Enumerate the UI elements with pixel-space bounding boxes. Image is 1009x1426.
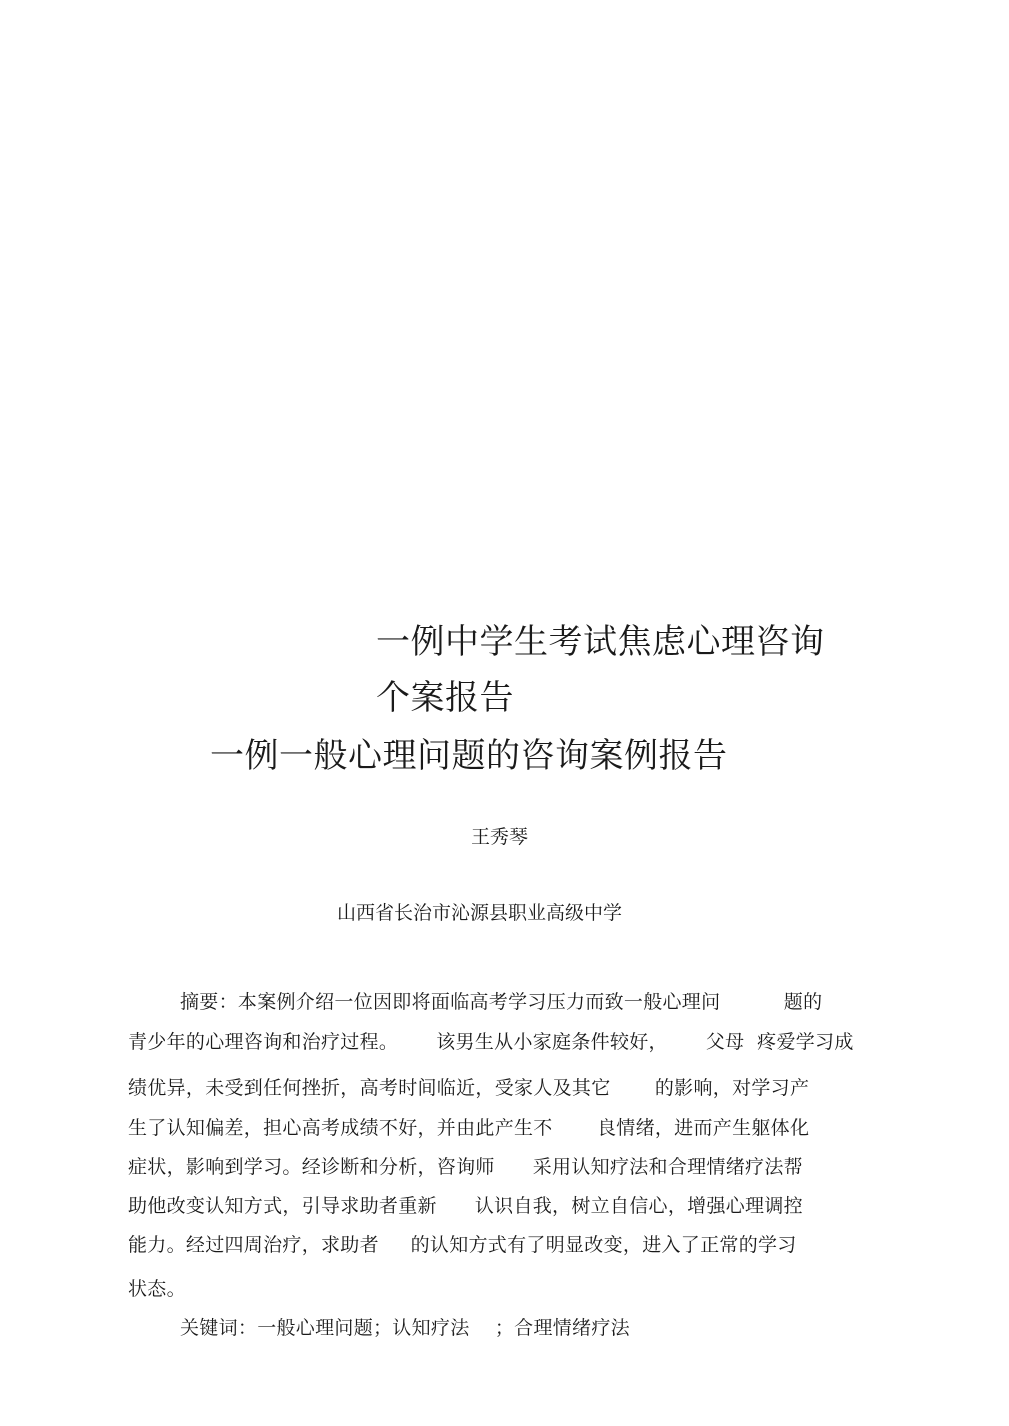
abstract-line: 青少年的心理咨询和治疗过程。 该男生从小家庭条件较好， 父母 疼爱学习成 <box>128 1031 854 1053</box>
abstract-line: 助他改变认知方式，引导求助者重新 认识自我，树立自信心，增强心理调控 <box>128 1195 803 1217</box>
abstract-line: 状态。 <box>128 1278 186 1300</box>
keywords: 关键词：一般心理问题；认知疗法 ；合理情绪疗法 <box>180 1317 630 1339</box>
author-affiliation: 山西省长治市沁源县职业高级中学 <box>337 902 623 924</box>
title-line-1: 一例中学生考试焦虑心理咨询 <box>376 622 825 662</box>
title-line-3: 一例一般心理问题的咨询案例报告 <box>210 736 728 776</box>
abstract-line: 摘要：本案例介绍一位因即将面临高考学习压力而致一般心理问 题的 <box>180 991 823 1013</box>
abstract-line: 能力。经过四周治疗，求助者 的认知方式有了明显改变，进入了正常的学习 <box>128 1234 797 1256</box>
abstract-line: 生了认知偏差，担心高考成绩不好，并由此产生不 良情绪，进而产生躯体化 <box>128 1117 810 1139</box>
abstract-line: 症状，影响到学习。经诊断和分析，咨询师 采用认知疗法和合理情绪疗法帮 <box>128 1156 803 1178</box>
author-name: 王秀琴 <box>471 826 529 848</box>
abstract-line: 绩优异，未受到任何挫折，高考时间临近，受家人及其它 的影响，对学习产 <box>128 1077 810 1099</box>
title-line-2: 个案报告 <box>376 678 514 718</box>
